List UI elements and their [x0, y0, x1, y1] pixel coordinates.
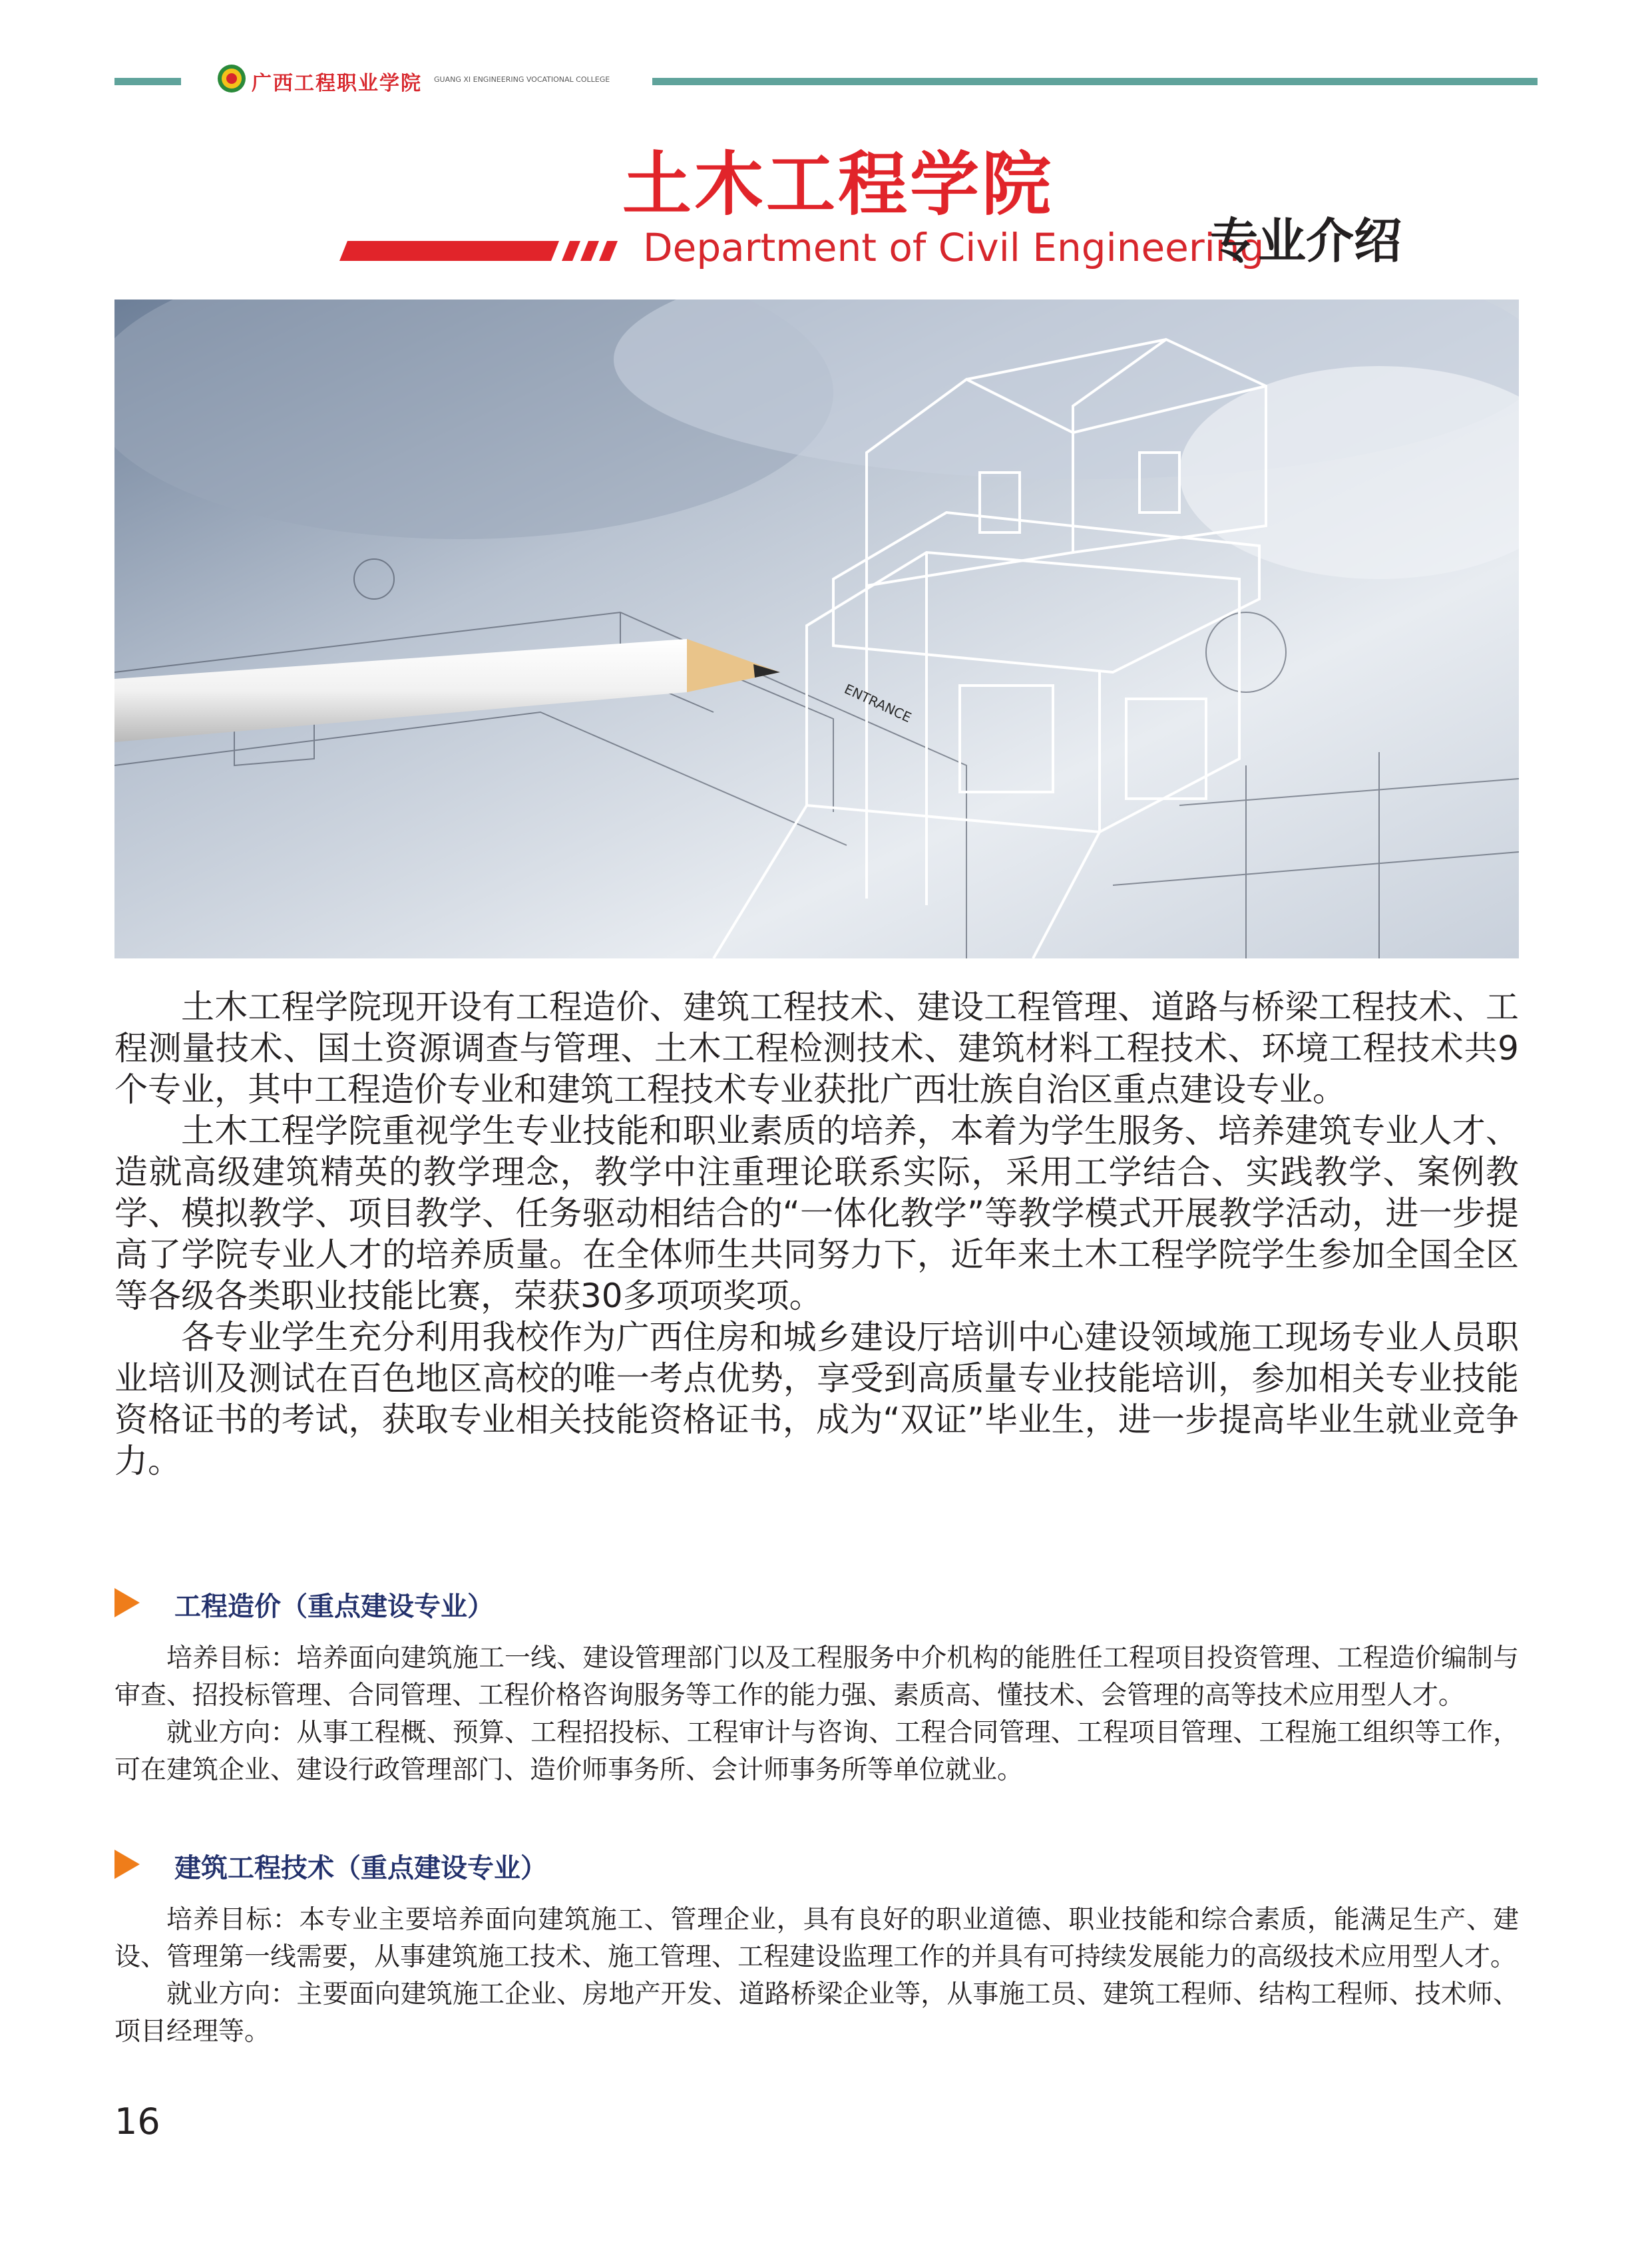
section-heading — [114, 1583, 1519, 1623]
college-name-en: GUANG XI ENGINEERING VOCATIONAL COLLEGE — [434, 75, 610, 84]
hero-image — [114, 300, 1519, 958]
training-goal-text: 培养目标：培养面向建筑施工一线、建设管理部门以及工程服务中介机构的能胜任工程项目投资管理、工程造价编制与审查、招投标管理、合同管理、工程价格咨询服务等工作的能力强、素质高、懂技术、会管理的高等技术应用型人才。 — [114, 1643, 1519, 1711]
triangle-arrow-icon — [114, 1588, 140, 1617]
intro-paragraph-3: 各专业学生充分利用我校作为广西住房和城乡建设厅培训中心建设领域施工现场专业人员职业培训及测试在百色地区高校的唯一考点优势，享受到高质量专业技能培训，参加相关专业技能资格证书的考试，获取专业相关技能资格证书，成为“双证”毕业生，进一步提高毕业生就业竞争力。 — [114, 1318, 1519, 1480]
blueprint-entrance-label: ENTRANCE — [841, 680, 915, 726]
section-building-engineering — [114, 1844, 1519, 2051]
section-cost-engineering — [114, 1583, 1519, 1789]
section-body — [114, 1902, 1519, 2051]
section-title: 建筑工程技术（重点建设专业） — [174, 1853, 547, 1884]
training-goal-text: 培养目标：本专业主要培养面向建筑施工、管理企业，具有良好的职业道德、职业技能和综合素质，能满足生产、建设、管理第一线需要，从事建筑施工技术、施工管理、工程建设监理工作的并具有可持续发展能力的高级技术应用型人才。 — [114, 1905, 1519, 1972]
intro-text — [114, 986, 1519, 1482]
title-decor-stripe — [339, 241, 619, 261]
page-subtitle: 专业介绍 — [1210, 213, 1402, 269]
page-title: 土木工程学院 — [622, 144, 1054, 225]
intro-paragraph-2: 土木工程学院重视学生专业技能和职业素质的培养，本着为学生服务、培养建筑专业人才、造就高级建筑精英的教学理念，教学中注重理论联系实际，采用工学结合、实践教学、案例教学、模拟教学、项目教学、任务驱动相结合的“一体化教学”等教学模式开展教学活动，进一步提高了学院专业人才的培养质量。在全体师生共同努力下，近年来土木工程学院学生参加全国全区等各级各类职业技能比赛，荣获30多项项奖项。 — [114, 1112, 1519, 1315]
section-heading — [114, 1844, 1519, 1884]
career-direction-text: 就业方向：从事工程概、预算、工程招投标、工程审计与咨询、工程合同管理、工程项目管理、工程施工组织等工作，可在建筑企业、建设行政管理部门、造价师事务所、会计师事务所等单位就业。 — [114, 1718, 1519, 1785]
header-right-bar — [652, 78, 1538, 85]
header-left-bar — [114, 78, 181, 85]
page-number: 16 — [114, 2101, 160, 2142]
section-body — [114, 1640, 1519, 1789]
college-logo-icon — [217, 64, 246, 93]
page-title-en: Department of Civil Engineering — [643, 225, 1265, 270]
college-name-cn: 广西工程职业学院 — [252, 72, 422, 95]
section-title: 工程造价（重点建设专业） — [174, 1591, 494, 1622]
blueprint-house-illustration — [114, 300, 1519, 958]
triangle-arrow-icon — [114, 1850, 140, 1879]
intro-paragraph-1: 土木工程学院现开设有工程造价、建筑工程技术、建设工程管理、道路与桥梁工程技术、工程测量技术、国土资源调查与管理、土木工程检测技术、建筑材料工程技术、环境工程技术共9个专业，其中工程造价专业和建筑工程技术专业获批广西壮族自治区重点建设专业。 — [114, 988, 1519, 1109]
career-direction-text: 就业方向：主要面向建筑施工企业、房地产开发、道路桥梁企业等，从事施工员、建筑工程师、结构工程师、技术师、项目经理等。 — [114, 1979, 1519, 2047]
